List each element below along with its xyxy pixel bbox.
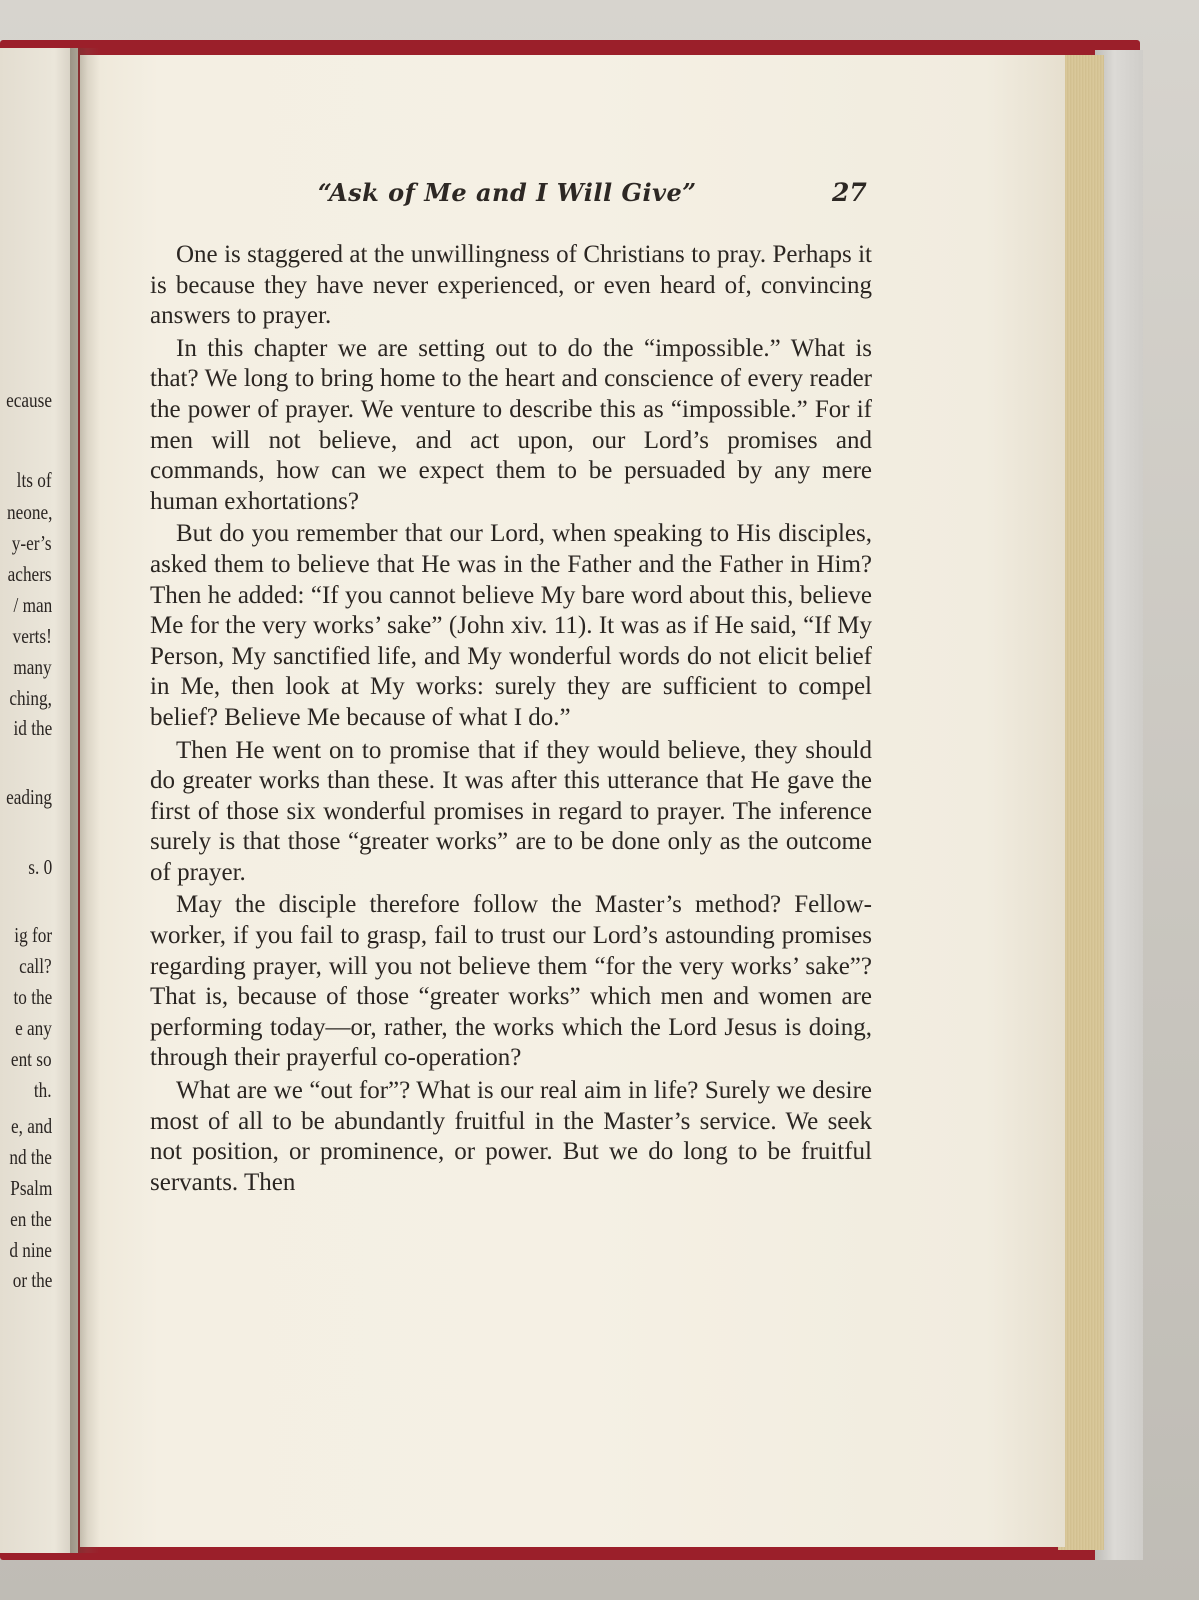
left-page-fragment: th. xyxy=(34,1078,52,1102)
paragraph: Then He went on to promise that if they would believe, they should do greater works than these. It was after this utterance that He gave the first of those six wonderful promises in regard to prayer. The inference surely is that those “greater works” are to be done only as the outcome of prayer. xyxy=(150,736,872,886)
left-page-fragment: call? xyxy=(19,954,52,978)
left-page-fragment: ig for xyxy=(14,923,52,947)
running-head-title: “Ask of Me and I Will Give” xyxy=(318,178,697,207)
left-page-fragment: eading xyxy=(6,785,52,809)
left-page-fragment: many xyxy=(13,655,52,679)
left-page-fragment: or the xyxy=(12,1268,52,1292)
left-page-fragment: ching, xyxy=(9,686,52,710)
left-page-fragment: d nine xyxy=(9,1238,52,1262)
book-gutter-shadow xyxy=(70,48,100,1553)
left-page-fragment: en the xyxy=(10,1207,52,1231)
page-number: 27 xyxy=(832,178,867,207)
left-page-fragment: / man xyxy=(13,593,52,617)
left-page-fragment: neone, xyxy=(6,500,52,524)
left-page-fragment: lts of xyxy=(17,468,52,492)
left-page-fragment: ecause xyxy=(6,388,52,412)
left-page-fragment: s. 0 xyxy=(28,855,52,879)
paragraph: But do you remember that our Lord, when speaking to His disciples, asked them to believe that He was in the Father and the Father in Him? Then he added: “If you cannot believe My bare word about this, believe Me for the very works’ sake” (John xiv. 11). It was as if He said, “If My Person, My sanctified life, and My wonderful words do not elicit belief in Me, then look at My works: surely they are sufficient to compel belief? Believe Me because of what I do.” xyxy=(150,520,872,731)
paragraph: What are we “out for”? What is our real aim in life? Surely we desire most of all to be abundantly fruitful in the Master’s service. We seek not position, or prominence, or power. But we do long to be fruitful servants. Then xyxy=(150,1077,872,1196)
left-page-fragment: Psalm xyxy=(9,1176,52,1200)
left-page-fragment: to the xyxy=(13,985,52,1009)
left-page-fragment: id the xyxy=(13,716,52,740)
left-page-fragment: nd the xyxy=(9,1145,52,1169)
paragraph: In this chapter we are setting out to do the “impossible.” What is that? We long to bring home to the heart and conscience of every reader the power of prayer. We venture to describe this as “impossible.” For if men will not believe, and act upon, our Lord’s promises and commands, how can we expect them to be persuaded by any mere human exhortations? xyxy=(150,334,872,515)
left-page-fragment: verts! xyxy=(12,624,52,648)
left-page-fragment: e any xyxy=(15,1016,52,1040)
left-facing-page xyxy=(0,48,78,1553)
paragraph: May the disciple therefore follow the Master’s method? Fellow-worker, if you fail to grasp, fail to trust our Lord’s astounding promises regarding prayer, will you not believe them “for the very works’ sake”? That is, because of those “greater works” which men and women are performing today—or, rather, the works which the Lord Jesus is doing, through their prayerful co-operation? xyxy=(150,891,872,1072)
left-page-fragment: achers xyxy=(8,562,52,586)
paragraph: One is staggered at the unwillingness of Christians to pray. Perhaps it is because they have never experienced, or even heard of, convincing answers to prayer. xyxy=(150,241,872,330)
left-page-fragment: y-er’s xyxy=(12,531,52,555)
left-page-fragment: ent so xyxy=(11,1047,52,1071)
body-text xyxy=(150,240,872,1198)
left-page-fragment: e, and xyxy=(10,1114,52,1138)
